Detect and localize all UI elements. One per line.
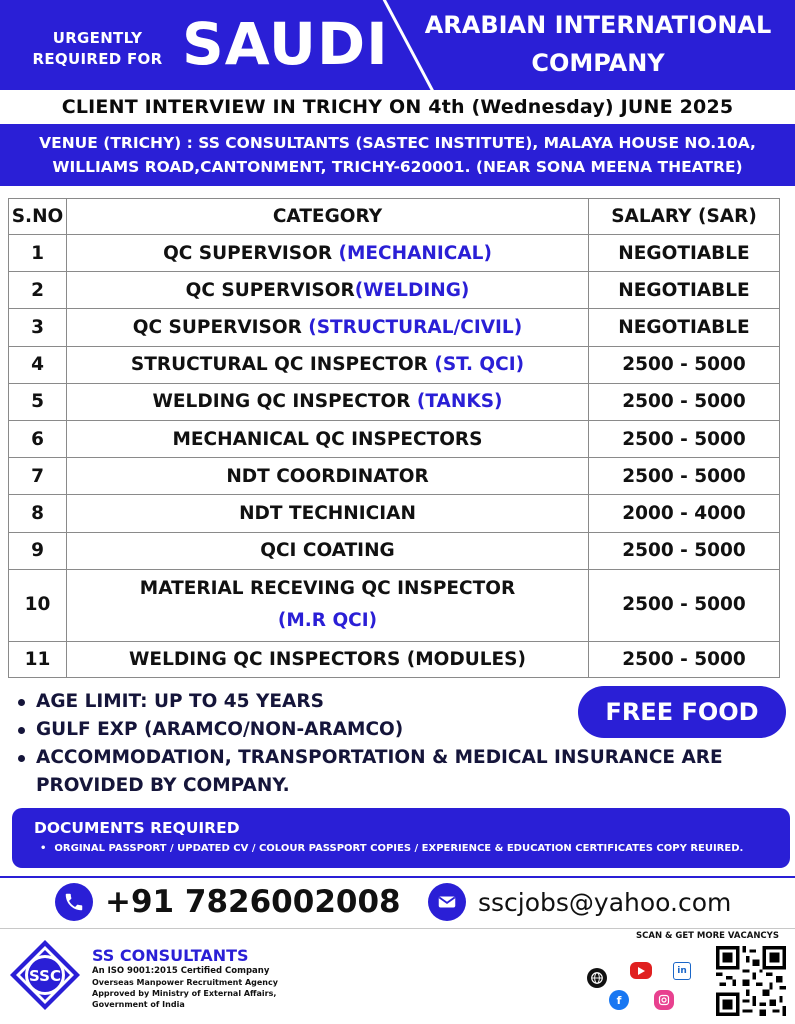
cell-category <box>66 457 588 494</box>
list-item: AGE LIMIT: UP TO 45 YEARS <box>16 688 736 716</box>
category-highlight: (STRUCTURAL/CIVIL) <box>308 316 523 338</box>
cell-salary: NEGOTIABLE <box>588 234 780 271</box>
brand-block <box>92 946 278 1010</box>
cell-category <box>66 346 588 383</box>
cell-category <box>66 494 588 531</box>
table-row <box>8 234 780 271</box>
table-row <box>8 346 780 383</box>
qr-code[interactable] <box>716 946 786 1016</box>
facebook-icon[interactable]: f <box>609 990 629 1010</box>
brand-line: An ISO 9001:2015 Certified Company <box>92 966 270 976</box>
cell-sno: 1 <box>8 234 66 271</box>
cell-salary: 2500 - 5000 <box>588 420 780 457</box>
documents-box <box>12 808 790 868</box>
free-food-badge: FREE FOOD <box>578 686 786 738</box>
urgently-label <box>20 28 175 70</box>
table-row <box>8 569 780 641</box>
brand-line: Government of India <box>92 1000 185 1009</box>
table-row <box>8 420 780 457</box>
company-line1: ARABIAN INTERNATIONAL <box>424 11 772 39</box>
header-banner <box>0 0 795 90</box>
cell-category <box>66 532 588 569</box>
company-line2: COMPANY <box>531 49 665 77</box>
cell-salary: 2500 - 5000 <box>588 569 780 641</box>
cell-sno: 8 <box>8 494 66 531</box>
brand-name: SS CONSULTANTS <box>92 946 249 965</box>
table-row <box>8 494 780 531</box>
category-highlight: (TANKS) <box>416 391 503 413</box>
cell-sno: 11 <box>8 641 66 678</box>
cell-sno: 5 <box>8 383 66 420</box>
table-row <box>8 271 780 308</box>
category-text: QC SUPERVISOR <box>163 242 339 264</box>
documents-title: DOCUMENTS REQUIRED <box>34 819 240 837</box>
cell-category <box>66 420 588 457</box>
category-text: MATERIAL RECEVING QC INSPECTOR <box>139 578 516 600</box>
category-text: STRUCTURAL QC INSPECTOR <box>130 354 435 376</box>
venue-line1: VENUE (TRICHY) : SS CONSULTANTS (SASTEC INSTITUTE), MALAYA HOUSE NO.10A, <box>39 134 756 152</box>
cell-salary: 2500 - 5000 <box>588 641 780 678</box>
documents-detail: • ORGINAL PASSPORT / UPDATED CV / COLOUR PASSPORT COPIES / EXPERIENCE & EDUCATION CERTIFICATES COPY REUIRED. <box>34 840 790 858</box>
list-item: ACCOMMODATION, TRANSPORTATION & MEDICAL INSURANCE ARE PROVIDED BY COMPANY. <box>16 744 736 800</box>
footer-divider <box>0 928 795 929</box>
company-name <box>408 6 788 82</box>
globe-icon[interactable] <box>587 968 607 988</box>
table-row <box>8 457 780 494</box>
jobs-table <box>8 198 780 678</box>
category-text: QC SUPERVISOR <box>132 316 309 338</box>
category-highlight: (WELDING) <box>354 279 470 301</box>
cell-category <box>66 383 588 420</box>
cell-sno: 7 <box>8 457 66 494</box>
venue-banner <box>0 124 795 186</box>
cell-category <box>66 308 588 345</box>
cell-salary: 2500 - 5000 <box>588 346 780 383</box>
cell-sno: 10 <box>8 569 66 641</box>
header-category: CATEGORY <box>66 198 588 234</box>
table-header-row <box>8 198 780 234</box>
table-body <box>8 234 780 678</box>
table-row <box>8 641 780 678</box>
urgently-line2: REQUIRED FOR <box>32 50 163 68</box>
linkedin-icon[interactable]: in <box>673 962 691 980</box>
category-highlight: (MECHANICAL) <box>338 242 492 264</box>
category-text: NDT TECHNICIAN <box>239 502 416 524</box>
instagram-icon[interactable] <box>654 990 674 1010</box>
category-text: NDT COORDINATOR <box>226 465 429 487</box>
cell-category <box>66 234 588 271</box>
cell-sno: 9 <box>8 532 66 569</box>
table-row <box>8 383 780 420</box>
header-sno: S.NO <box>8 198 66 234</box>
phone-icon <box>55 883 93 921</box>
cell-sno: 6 <box>8 420 66 457</box>
cell-sno: 4 <box>8 346 66 383</box>
category-text: MECHANICAL QC INSPECTORS <box>172 428 483 450</box>
cell-salary: NEGOTIABLE <box>588 271 780 308</box>
cell-sno: 2 <box>8 271 66 308</box>
urgently-line1: URGENTLY <box>52 29 143 47</box>
cell-salary: 2500 - 5000 <box>588 383 780 420</box>
phone-contact[interactable] <box>55 880 401 924</box>
brand-line: Approved by Ministry of External Affairs, <box>92 989 277 998</box>
category-text: WELDING QC INSPECTORS (MODULES) <box>129 648 526 670</box>
category-text: WELDING QC INSPECTOR <box>152 391 417 413</box>
phone-number[interactable]: +91 7826002008 <box>105 884 401 920</box>
email-address[interactable]: sscjobs@yahoo.com <box>478 887 732 917</box>
ssc-logo <box>8 938 82 1012</box>
cell-salary: 2500 - 5000 <box>588 457 780 494</box>
scan-label: SCAN & GET MORE VACANCYS <box>636 931 779 941</box>
venue-line2: WILLIAMS ROAD,CANTONMENT, TRICHY-620001. (NEAR SONA MEENA THEATRE) <box>52 158 743 176</box>
category-highlight: (M.R QCI) <box>277 610 378 632</box>
cell-salary: 2000 - 4000 <box>588 494 780 531</box>
logo-text: SSC <box>29 967 61 985</box>
header-salary: SALARY (SAR) <box>588 198 780 234</box>
category-highlight: (ST. QCI) <box>434 354 525 376</box>
country-title: SAUDI <box>182 10 389 78</box>
category-text: QC SUPERVISOR <box>185 279 355 301</box>
cell-category <box>66 569 588 641</box>
table-row <box>8 308 780 345</box>
youtube-icon[interactable] <box>630 962 652 979</box>
category-text: QCI COATING <box>260 540 395 562</box>
email-icon <box>428 883 466 921</box>
cell-salary: NEGOTIABLE <box>588 308 780 345</box>
table-row <box>8 532 780 569</box>
cell-sno: 3 <box>8 308 66 345</box>
cell-salary: 2500 - 5000 <box>588 532 780 569</box>
brand-line: Overseas Manpower Recruitment Agency <box>92 978 278 987</box>
list-item: GULF EXP (ARAMCO/NON-ARAMCO) <box>16 716 736 744</box>
cell-category <box>66 271 588 308</box>
divider <box>0 876 795 878</box>
cell-category <box>66 641 588 678</box>
interview-banner: CLIENT INTERVIEW IN TRICHY ON 4th (Wednesday) JUNE 2025 <box>61 96 734 118</box>
email-contact[interactable] <box>428 880 731 924</box>
